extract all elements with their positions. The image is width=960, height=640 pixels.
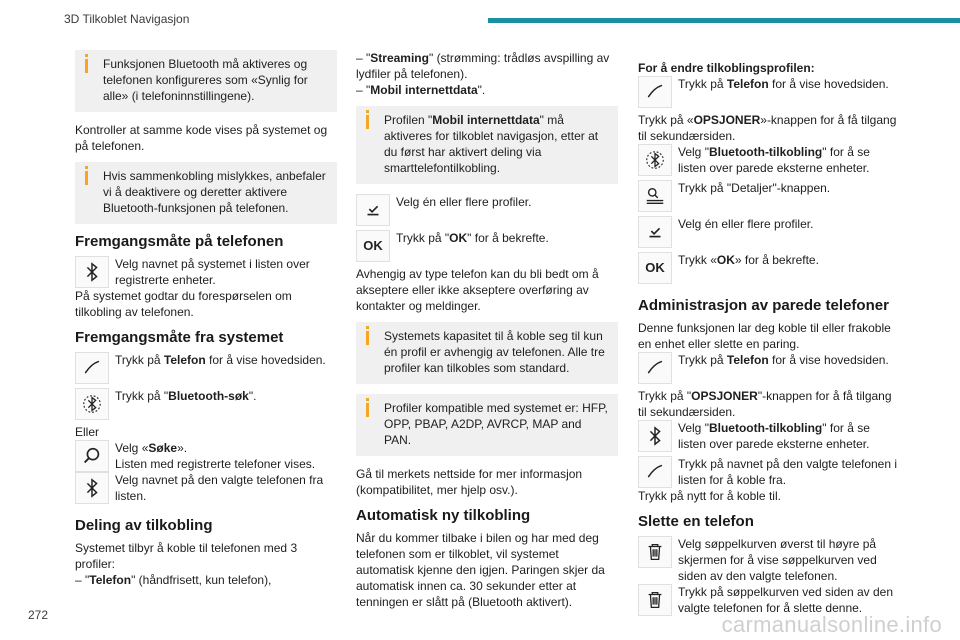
search-icon (75, 440, 109, 472)
section-heading: Fremgangsmåte fra systemet (75, 329, 284, 346)
step (638, 216, 900, 252)
step (75, 472, 337, 508)
step-text: Velg søppelkurven øverst til høyre på skjermen for å vise søppelkurven ved siden av den valgte telefonen. (678, 537, 877, 583)
step (638, 252, 900, 288)
paragraph: Når du kommer tilbake i bilen og har med deg telefonen som er tilkoblet, vil systemet automatisk kjenne den igjen. Paringen skjer da automatisk innen ca. 30 sekunder etter at tenningen er slått på (Bluetooth aktivert). (356, 531, 605, 609)
bluetooth-search-icon (638, 144, 672, 176)
column-2 (356, 50, 618, 610)
step (638, 144, 900, 180)
step (638, 352, 900, 388)
bluetooth-icon (75, 472, 109, 504)
ok-icon: OK (638, 252, 672, 284)
step (356, 194, 618, 230)
bluetooth-icon (75, 256, 109, 288)
header-accent-bar (488, 18, 960, 23)
note-text: Systemets kapasitet til å koble seg til kun én profil er avhengig av telefonen. Alle tre profiler kan tilkobles som standard. (384, 329, 605, 375)
step-text: Velg én eller flere profiler. (678, 217, 814, 231)
paragraph: Gå til merkets nettside for mer informasjon (kompatibilitet, mer hjelp osv.). (356, 467, 583, 497)
page-number: 272 (28, 608, 49, 622)
note-box (75, 50, 337, 112)
note-box (356, 394, 618, 456)
step-text: Velg «Søke». Listen med registrerte telefoner vises. (115, 441, 316, 471)
step-text: Velg én eller flere profiler. (396, 195, 532, 209)
list-item: – "Streaming" (strømming: trådløs avspilling av lydfiler på telefonen). (356, 51, 610, 81)
paragraph: På systemet godtar du forespørselen om tilkobling av telefonen. (75, 289, 292, 319)
column-3 (638, 60, 900, 620)
info-icon (366, 403, 369, 417)
step-text: Trykk på Telefon for å vise hovedsiden. (678, 77, 889, 91)
note-text: Profiler kompatible med systemet er: HFP, OPP, PBAP, A2DP, AVRCP, MAP and PAN. (384, 401, 608, 447)
step (75, 388, 337, 424)
column-1 (75, 50, 337, 588)
phone-icon (638, 456, 672, 488)
bluetooth-icon (638, 420, 672, 452)
checkbox-icon (638, 216, 672, 248)
paragraph: Kontroller at samme kode vises på systemet og på telefonen. (75, 123, 328, 153)
paragraph: Trykk på «OPSJONER»-knappen for å få tilgang til sekundærsiden. (638, 113, 897, 143)
paragraph: Systemet tilbyr å koble til telefonen med 3 profiler: (75, 541, 298, 571)
step-text: Trykk på "Bluetooth-søk". (115, 389, 257, 403)
watermark: carmanualsonline.info (721, 612, 942, 637)
info-icon (85, 171, 88, 185)
subheading: For å endre tilkoblingsprofilen: (638, 61, 815, 75)
section-heading: Administrasjon av parede telefoner (638, 297, 889, 314)
note-box (356, 106, 618, 184)
note-text: Hvis sammenkobling mislykkes, anbefaler vi å deaktivere og deretter aktivere Bluetooth-funksjonen på telefonen. (103, 169, 326, 215)
checkbox-icon (356, 194, 390, 226)
step-text: Trykk på "Detaljer"-knappen. (678, 181, 831, 195)
note-box (75, 162, 337, 224)
bluetooth-search-icon (75, 388, 109, 420)
paragraph: Trykk på nytt for å koble til. (638, 489, 781, 503)
note-text: Funksjonen Bluetooth må aktiveres og telefonen konfigureres som «Synlig for alle» (i telefoninnstillingene). (103, 57, 308, 103)
section-heading: Automatisk ny tilkobling (356, 507, 531, 524)
paragraph: Avhengig av type telefon kan du bli bedt om å akseptere eller ikke akseptere overføring av kontakter og meldinger. (356, 267, 599, 313)
step (75, 256, 337, 292)
step (638, 536, 900, 584)
note-text: Profilen "Mobil internettdata" må aktiveres for tilkoblet navigasjon, etter at du først har aktivert deling via smarttelefontilkobling. (384, 113, 599, 175)
list-item: – "Telefon" (håndfrisett, kun telefon), (75, 573, 272, 587)
step-text: Velg navnet på systemet i listen over registrerte enheter. (115, 257, 310, 287)
section-heading: Slette en telefon (638, 513, 754, 530)
step-text: Trykk på "OK" for å bekrefte. (396, 231, 549, 245)
paragraph: Trykk på "OPSJONER"-knappen for å få tilgang til sekundærsiden. (638, 389, 892, 419)
list-item: – "Mobil internettdata". (356, 83, 486, 97)
step-text: Trykk på navnet på den valgte telefonen i listen for å koble fra. (678, 457, 898, 487)
trash-icon (638, 584, 672, 616)
info-icon (366, 115, 369, 129)
header-title: 3D Tilkoblet Navigasjon (64, 12, 190, 26)
phone-icon (638, 352, 672, 384)
step-text: Trykk på søppelkurven ved siden av den valgte telefonen for å slette denne. (678, 585, 893, 615)
note-box (356, 322, 618, 384)
paragraph: Eller (75, 425, 100, 439)
step-text: Velg "Bluetooth-tilkobling" for å se listen over parede eksterne enheter. (678, 421, 870, 451)
step-text: Velg navnet på den valgte telefonen fra listen. (115, 473, 324, 503)
step-text: Velg "Bluetooth-tilkobling" for å se listen over parede eksterne enheter. (678, 145, 870, 175)
phone-icon (638, 76, 672, 108)
step (356, 230, 618, 266)
step (638, 420, 900, 456)
section-heading: Fremgangsmåte på telefonen (75, 233, 284, 250)
paragraph: Denne funksjonen lar deg koble til eller frakoble en enhet eller slette en paring. (638, 321, 891, 351)
phone-icon (75, 352, 109, 384)
step (638, 456, 900, 492)
details-icon (638, 180, 672, 212)
step (75, 352, 337, 388)
trash-icon (638, 536, 672, 568)
info-icon (366, 331, 369, 345)
step-text: Trykk «OK» for å bekrefte. (678, 253, 819, 267)
section-heading: Deling av tilkobling (75, 517, 213, 534)
ok-icon: OK (356, 230, 390, 262)
step-text: Trykk på Telefon for å vise hovedsiden. (678, 353, 889, 367)
step (638, 76, 900, 112)
info-icon (85, 59, 88, 73)
step (638, 180, 900, 216)
step-text: Trykk på Telefon for å vise hovedsiden. (115, 353, 326, 367)
step (75, 440, 337, 472)
